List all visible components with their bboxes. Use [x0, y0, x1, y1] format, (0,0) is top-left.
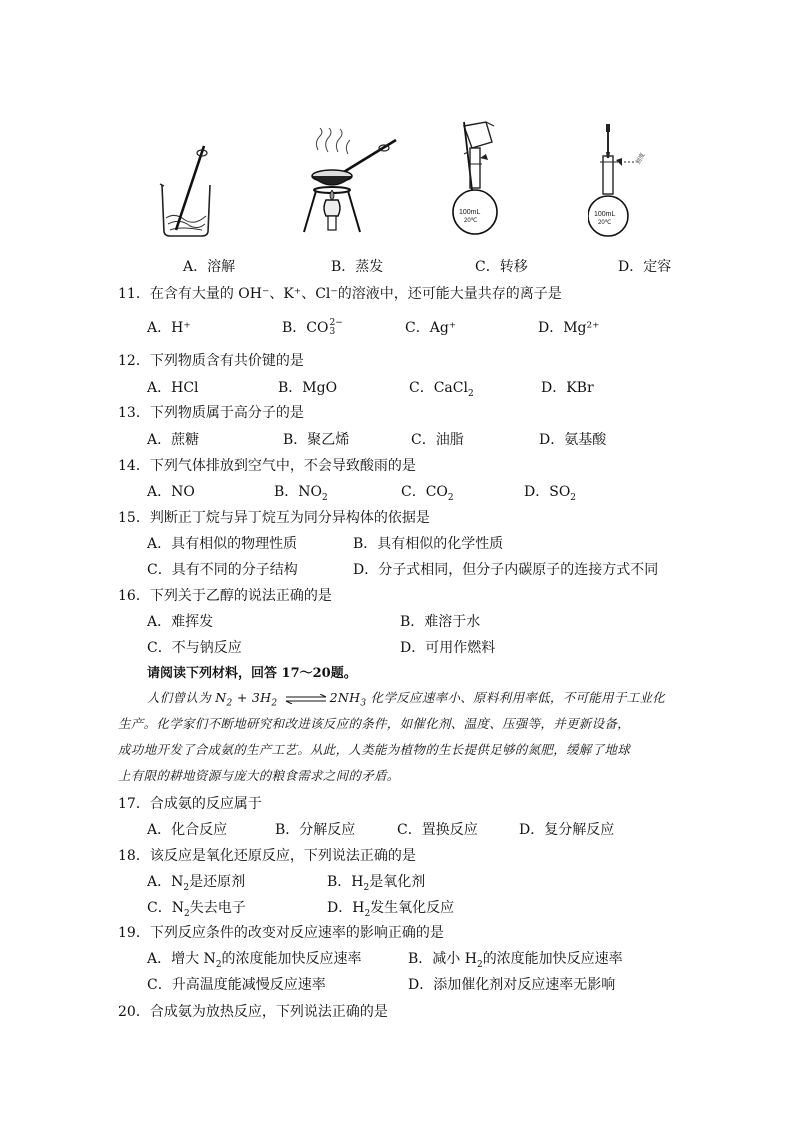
q19-option-c: C．升高温度能减慢反应速率	[147, 977, 326, 993]
q17-option-a: A．化合反应	[147, 822, 228, 838]
flask-temp-label: 20℃	[464, 218, 478, 224]
figure-label-b: B．蒸发	[331, 259, 384, 275]
q18-option-a: A．$N_2$是还原剂	[147, 874, 246, 893]
q15-option-a: A．具有相似的物理性质	[147, 536, 298, 552]
question-18-stem: 18．该反应是氧化还原反应，下列说法正确的是	[118, 848, 416, 864]
q13-option-b: B．聚乙烯	[283, 432, 350, 448]
q17-option-b: B．分解反应	[275, 822, 356, 838]
material-line-3: 成功地开发了合成氨的生产工艺。从此，人类能为植物的生长提供足够的氮肥，缓解了地球	[118, 742, 631, 757]
q12-option-c: C．CaCl$_2$	[409, 380, 474, 399]
q14-option-d: D．$SO_2$	[524, 484, 577, 503]
volume-flask-figure	[588, 122, 668, 238]
q18-option-c: C．$N_2$失去电子	[147, 900, 246, 919]
q13-option-a: A．蔗糖	[147, 432, 200, 448]
q17-option-c: C．置换反应	[397, 822, 478, 838]
q12-option-d: D．KBr	[541, 380, 594, 396]
reversible-arrow-icon	[284, 694, 328, 704]
question-17-stem: 17．合成氨的反应属于	[118, 796, 262, 812]
figure-label-c: C．转移	[475, 259, 528, 275]
q15-option-d: D．分子式相同，但分子内碳原子的连接方式不同	[353, 562, 659, 578]
q16-option-c: C．不与钠反应	[147, 640, 242, 656]
q17-option-d: D．复分解反应	[519, 822, 615, 838]
question-13-stem: 13．下列物质属于高分子的是	[118, 405, 304, 421]
q13-option-c: C．油脂	[411, 432, 464, 448]
flask-volume-label: 100mL	[459, 209, 481, 216]
q19-option-d: D．添加催化剂对反应速率无影响	[408, 977, 616, 993]
evaporation-figure	[298, 128, 408, 238]
material-line-1: 人们曾认为 $N_2 + 3H_2$ $2NH_3$ 化学反应速率小、原料利用率低，不可能用于工业化	[147, 690, 666, 709]
q18-option-d: D．$H_2$发生氧化反应	[327, 900, 455, 919]
figure-label-a: A．溶解	[183, 259, 236, 275]
q12-option-a: A．HCl	[147, 380, 199, 396]
material-intro: 请阅读下列材料，回答 17～20题。	[147, 666, 357, 681]
beaker-dissolve-figure	[150, 140, 220, 240]
question-14-stem: 14．下列气体排放到空气中，不会导致酸雨的是	[118, 458, 416, 474]
figure-label-d: D．定容	[618, 259, 672, 275]
material-line-2: 生产。化学家们不断地研究和改进该反应的条件，如催化剂、温度、压强等，并更新设备，	[118, 716, 631, 731]
q14-option-a: A．NO	[147, 484, 195, 500]
q15-option-c: C．具有不同的分子结构	[147, 562, 298, 578]
question-16-stem: 16．下列关于乙醇的说法正确的是	[118, 588, 332, 604]
q11-option-c: C．Ag⁺	[405, 320, 457, 336]
q14-option-c: C．$CO_2$	[401, 484, 454, 503]
q16-option-a: A．难挥发	[147, 614, 214, 630]
question-11-stem: 11．在含有大量的 OH⁻、K⁺、Cl⁻的溶液中，还可能大量共存的离子是	[118, 286, 562, 302]
flask-volume-label-d: 100mL	[594, 211, 616, 218]
q18-option-b: B．$H_2$是氧化剂	[327, 874, 426, 893]
transfer-flask-figure	[442, 120, 512, 238]
flask-temp-label-d: 20℃	[598, 220, 612, 226]
question-19-stem: 19．下列反应条件的改变对反应速率的影响正确的是	[118, 925, 444, 941]
q16-option-b: B．难溶于水	[400, 614, 481, 630]
q12-option-b: B．MgO	[278, 380, 338, 396]
material-line-4: 上有限的耕地资源与庞大的粮食需求之间的矛盾。	[118, 768, 400, 783]
q19-option-a: A．增大 $N_2$的浓度能加快反应速率	[147, 951, 362, 970]
q19-option-b: B．减小 $H_2$的浓度能加快反应速率	[408, 951, 623, 970]
q11-option-a: A．H⁺	[147, 320, 191, 336]
q15-option-b: B．具有相似的化学性质	[353, 536, 504, 552]
q11-option-b: B．CO 2− 3	[282, 318, 343, 337]
question-12-stem: 12．下列物质含有共价键的是	[118, 353, 304, 369]
q13-option-d: D．氨基酸	[539, 432, 607, 448]
question-15-stem: 15．判断正丁烷与异丁烷互为同分异构体的依据是	[118, 510, 430, 526]
question-20-stem: 20．合成氨为放热反应，下列说法正确的是	[118, 1004, 388, 1020]
q16-option-d: D．可用作燃料	[400, 640, 496, 656]
svg-text:刻度: 刻度	[635, 152, 647, 166]
q11-option-d: D．Mg²⁺	[538, 320, 600, 336]
q14-option-b: B．$NO_2$	[274, 484, 328, 503]
